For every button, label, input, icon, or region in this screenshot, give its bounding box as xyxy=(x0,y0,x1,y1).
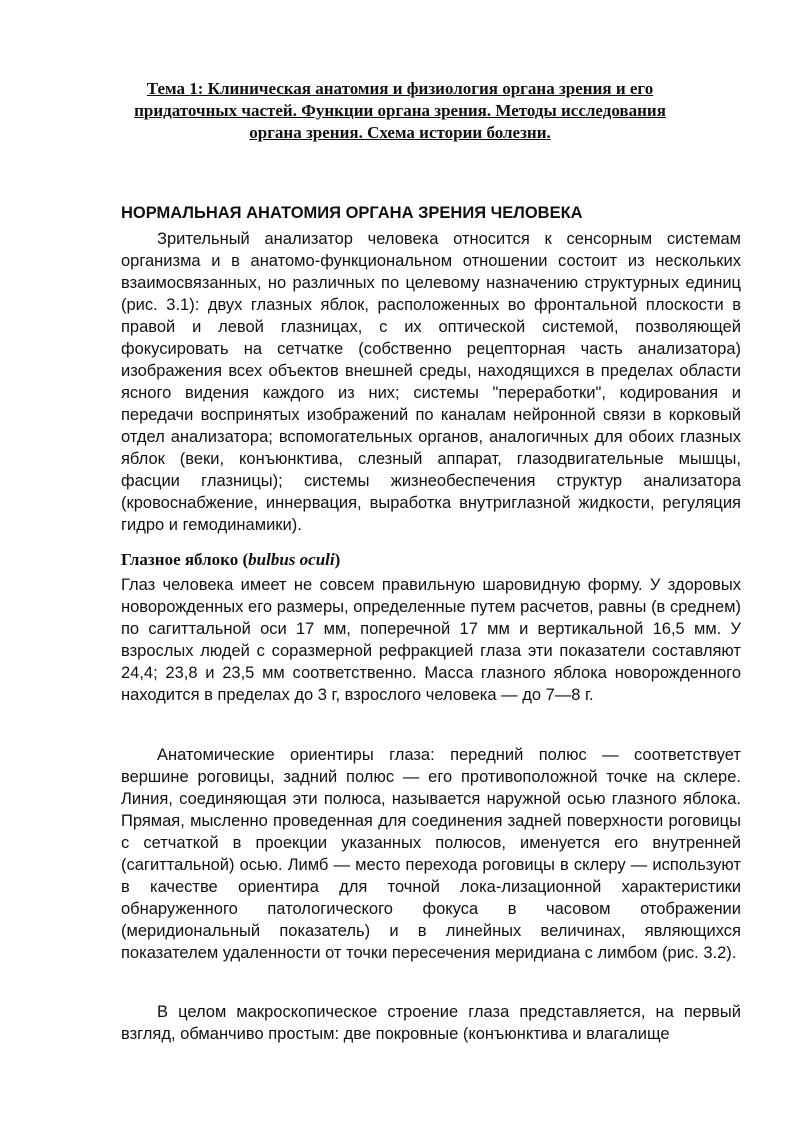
topic-heading-line-2: придаточных частей. Функции органа зрения. Методы исследования xyxy=(134,101,666,120)
paragraph-macroscopic-structure xyxy=(121,1001,741,1045)
paragraph-text: Глаз человека имеет не совсем правильную шаровидную форму. У здоровых новорожденных его размеры, определенные путем расчетов, равны (в среднем) по сагиттальной оси 17 мм, поперечной 17 мм и вертикальной 16,5 мм. У взрослых людей с соразмерной рефракцией глаза эти показатели составляют 24,4; 23,8 и 23,5 мм соответственно. Масса глазного яблока новорожденного находится в пределах до 3 г, взрослого человека — до 7—8 г. xyxy=(121,576,741,704)
paragraph-text: Анатомические ориентиры глаза: передний полюс — соответствует вершине роговицы, задний полюс — его противоположной точке на склере. Линия, соединяющая эти полюса, называется наружной осью глазного яблока. Прямая, мысленно проведенная для соединения задней поверхности роговицы с сетчаткой в проекции указанных полюсов, именуется его внутренней (сагиттальной) осью. Лимб — место перехода роговицы в склеру — используют в качестве ориентира для точной лока-лизационной характеристики обнаруженного патологического фокуса в часовом отображении (меридиональный показатель) и в линейных величинах, являющихся показателем удаленности от точки пересечения меридиана с лимбом (рис. 3.2). xyxy=(121,746,741,962)
subsection-heading-latin: bulbus oculi xyxy=(248,550,335,569)
section-heading: НОРМАЛЬНАЯ АНАТОМИЯ ОРГАНА ЗРЕНИЯ ЧЕЛОВЕКА xyxy=(121,204,583,222)
paragraph-eye-size xyxy=(121,574,741,706)
subsection-heading-text: Глазное яблоко ( xyxy=(121,550,249,569)
paragraph-visual-analyzer xyxy=(121,228,741,536)
topic-heading-line-3: органа зрения. Схема истории болезни. xyxy=(249,123,551,142)
topic-heading xyxy=(110,78,690,144)
paragraph-anatomical-landmarks xyxy=(121,744,741,964)
topic-heading-line-1: Тема 1: Клиническая анатомия и физиология органа зрения и его xyxy=(146,79,654,98)
paragraph-text: Зрительный анализатор человека относится к сенсорным системам организма и в анатомо-функциональном отношении состоит из нескольких взаимосвязанных, но различных по целевому назначению структурных единиц (рис. 3.1): двух глазных яблок, расположенных во фронтальной плоскости в правой и левой глазницах, с их оптической системой, позволяющей фокусировать на сетчатке (собственно рецепторная часть анализатора) изображения всех объектов внешней среды, находящихся в пределах области ясного видения каждого из них; системы "переработки", кодирования и передачи воспринятых изображений по каналам нейронной связи в корковый отдел анализатора; вспомогательных органов, аналогичных для обоих глазных яблок (веки, конъюнктива, слезный аппарат, глазодвигательные мышцы, фасции глазницы); системы жизнеобеспечения структур анализатора (кровоснабжение, иннервация, выработка внутриглазной жидкости, регуляция гидро и гемодинамики). xyxy=(121,230,741,534)
paragraph-text: В целом макроскопическое строение глаза представляется, на первый взгляд, обманчиво простым: две покровные (конъюнктива и влагалище xyxy=(121,1003,741,1043)
subsection-heading xyxy=(121,549,340,571)
subsection-heading-close: ) xyxy=(334,550,341,569)
